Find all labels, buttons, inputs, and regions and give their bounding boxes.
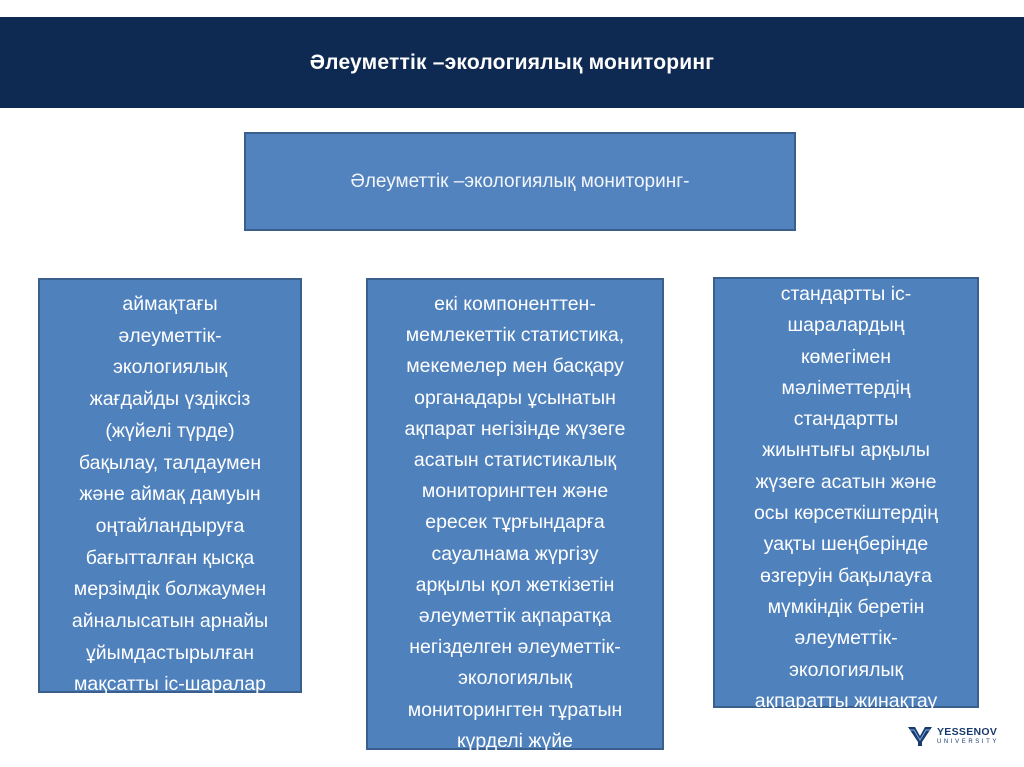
left-column-box: аймақтағы әлеуметтік- экологиялық жағдайды үздіксіз (жүйелі түрде) бақылау, талдаумен және аймақ дамуын оңтайландыруға бағытталған қысқа мерзімдік болжаумен айналысатын арнайы ұйымдастырылған мақсатты іс-шаралар <box>38 278 302 693</box>
logo-name: YESSENOV <box>937 726 998 739</box>
logo-subtitle: UNIVERSITY <box>937 738 1000 745</box>
top-definition-box <box>244 132 796 231</box>
header-bar <box>0 17 1024 108</box>
university-logo-icon <box>906 724 934 748</box>
page-title: Әлеуметтік –экологиялық мониторинг <box>309 50 715 74</box>
university-logo <box>906 721 1006 751</box>
right-column-box: стандартты іс- шаралардың көмегімен мәліметтердің стандартты жиынтығы арқылы жүзеге асатын және осы көрсеткіштердің уақты шеңберінде өзгеруін бақылауға мүмкіндік беретін әлеуметтік- экологиялық ақпаратты жинақтау <box>713 277 979 708</box>
top-box-text: Әлеуметтік –экологиялық мониторинг- <box>350 170 690 192</box>
middle-column-box: екі компоненттен- мемлекеттік статистика, мекемелер мен басқару органадары ұсынатын ақпарат негізінде жүзеге асатын статистикалық мониторингтен және ересек тұрғындарға сауалнама жүргізу арқылы қол жеткізетін әлеуметтік ақпаратқа негізделген әлеуметтік- экологиялық мониторингтен тұратын күрделі жүйе <box>366 278 664 750</box>
